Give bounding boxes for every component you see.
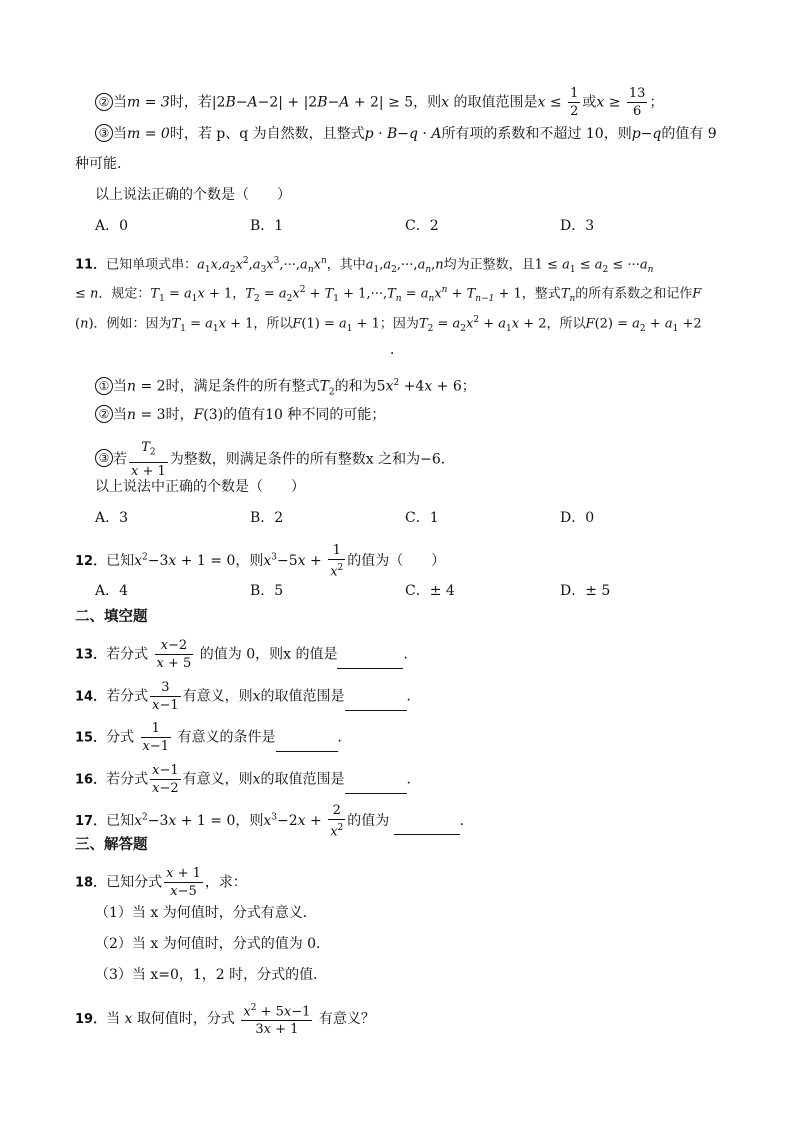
fraction: $\frac{3}{x-1}$ bbox=[152, 680, 179, 713]
fraction: $\frac{13}{6}$ bbox=[628, 86, 646, 119]
q10-statement-3: ③ 当m = 0时，若 p、q 为自然数，且整式p · B−q · A所有项的系数和不超过 10，则p−q的值有 9 bbox=[95, 124, 717, 144]
answer-blank[interactable] bbox=[276, 731, 338, 752]
q12-option-d: D．± 5 bbox=[560, 583, 611, 599]
q11-option-d: D．0 bbox=[560, 510, 595, 526]
answer-blank[interactable] bbox=[345, 690, 407, 711]
q18-part-3: （3）当 x=0，1，2 时，分式的值． bbox=[95, 967, 328, 983]
q17-line: 17．已知$x^2-3x + 1 = 0$，则$x^3-2x$ + $\frac{2}{x^2}$ 的值为 ． bbox=[75, 803, 474, 840]
fraction: $\frac{1}{x-1}$ bbox=[142, 721, 170, 754]
q11-line-3: (n)．例如：因为$T_1 = a_1x + 1$，所以$F(1) = a_1 + 1$；因为$T_2 = a_2x^2 + a_1x + 2$，所以$F(2) = a_2 + a_1 +2$ bbox=[75, 315, 702, 334]
q10-option-a: A．0 bbox=[95, 218, 129, 234]
section-heading-fill-blank: 二、填空题 bbox=[75, 609, 148, 625]
q12-option-c: C．± 4 bbox=[405, 583, 455, 599]
q11-option-b: B．2 bbox=[250, 510, 284, 526]
q11-line-1: 11．已知单项式串：$a_1x,a_2x^2,a_3x^3,\cdot\cdot\cdot,a_nx^n$，其中$a_1,a_2,\cdot\cdot\cdot,a_n,n$均为正整数，且$1 \le a_1 \le a_2 \le \cdot\cdot\cdot a_n$ bbox=[75, 256, 654, 275]
fraction: $\frac{1}{2}$ bbox=[570, 86, 579, 119]
q18-part-2: （2）当 x 为何值时，分式的值为 0． bbox=[95, 936, 331, 952]
q11-statement-1: ① 当n = 2时，满足条件的所有整式$T_2$的和为$5x^2 +4x + 6$； bbox=[95, 373, 476, 402]
q10-option-b: B．1 bbox=[250, 218, 284, 234]
fraction: $\frac{T_2}{x + 1}$ bbox=[131, 440, 166, 479]
q10-stem: 以上说法正确的个数是（ ） bbox=[95, 187, 291, 203]
q11-statement-3: ③ 若 $\frac{T_2}{x + 1}$ 为整数，则满足条件的所有整数x 之和为−6． bbox=[95, 440, 455, 479]
q11-dot: ． bbox=[390, 342, 404, 358]
fraction: $\frac{2}{x^2}$ bbox=[330, 803, 344, 840]
fraction: $\frac{x-2}{x + 5}$ bbox=[156, 638, 192, 671]
q12-option-a: A．4 bbox=[95, 583, 129, 599]
q15-line: 15．分式 $\frac{1}{x-1}$ 有意义的条件是 ． bbox=[75, 721, 352, 754]
q19-line: 19．当 x 取何值时，分式 $\frac{x^2 + 5x-1}{3x + 1}$ 有意义？ bbox=[75, 1003, 375, 1038]
q18-part-1: （1）当 x 为何值时，分式有意义． bbox=[95, 905, 317, 921]
q10-statement-3-cont: 种可能． bbox=[75, 156, 131, 172]
q16-line: 16．若分式 $\frac{x-1}{x-2}$ 有意义，则x的取值范围是 ． bbox=[75, 763, 421, 796]
fraction: $\frac{x + 1}{x-5}$ bbox=[166, 866, 201, 899]
q12-line: 12．已知$x^2-3x + 1 = 0$，则$x^3-5x$ + $\frac{1}{x^2}$ 的值为（ ） bbox=[75, 543, 446, 580]
q10-statement-2: ② 当m = 3时，若|2B−A−2| + |2B−A + 2| ≥ 5，则x 的取值范围是x ≤ $\frac{1}{2}$ 或x ≥ $\frac{13}{6}$ ； bbox=[95, 86, 663, 119]
fraction: $\frac{x^2 + 5x-1}{3x + 1}$ bbox=[243, 1003, 311, 1038]
q10-option-c: C．2 bbox=[405, 218, 439, 234]
q14-line: 14．若分式 $\frac{3}{x-1}$ 有意义，则x的取值范围是 ． bbox=[75, 680, 421, 713]
answer-blank[interactable] bbox=[337, 648, 403, 669]
q11-statement-2: ② 当n = 3时，F(3)的值有10 种不同的可能； bbox=[95, 405, 385, 425]
q11-option-c: C．1 bbox=[405, 510, 439, 526]
q10-option-d: D．3 bbox=[560, 218, 595, 234]
q11-line-2: ≤ n．规定：$T_1 = a_1x + 1$，$T_2 = a_2x^2 + T_1 + 1,\cdot\cdot\cdot,T_n = a_nx^n + T_{n-1} + 1$，整式$T_n$的所有系数之和记作F bbox=[75, 285, 702, 304]
answer-blank[interactable] bbox=[394, 814, 460, 835]
q18-line: 18．已知分式 $\frac{x + 1}{x-5}$ ，求： bbox=[75, 866, 247, 899]
q12-option-b: B．5 bbox=[250, 583, 284, 599]
q11-option-a: A．3 bbox=[95, 510, 129, 526]
answer-blank[interactable] bbox=[345, 773, 407, 794]
fraction: $\frac{x-1}{x-2}$ bbox=[152, 763, 179, 796]
section-heading-solve: 三、解答题 bbox=[75, 837, 148, 853]
fraction: $\frac{1}{x^2}$ bbox=[330, 543, 344, 580]
q11-stem: 以上说法中正确的个数是（ ） bbox=[95, 479, 305, 495]
q13-line: 13．若分式 $\frac{x-2}{x + 5}$ 的值为 0，则x 的值是 ． bbox=[75, 638, 418, 671]
